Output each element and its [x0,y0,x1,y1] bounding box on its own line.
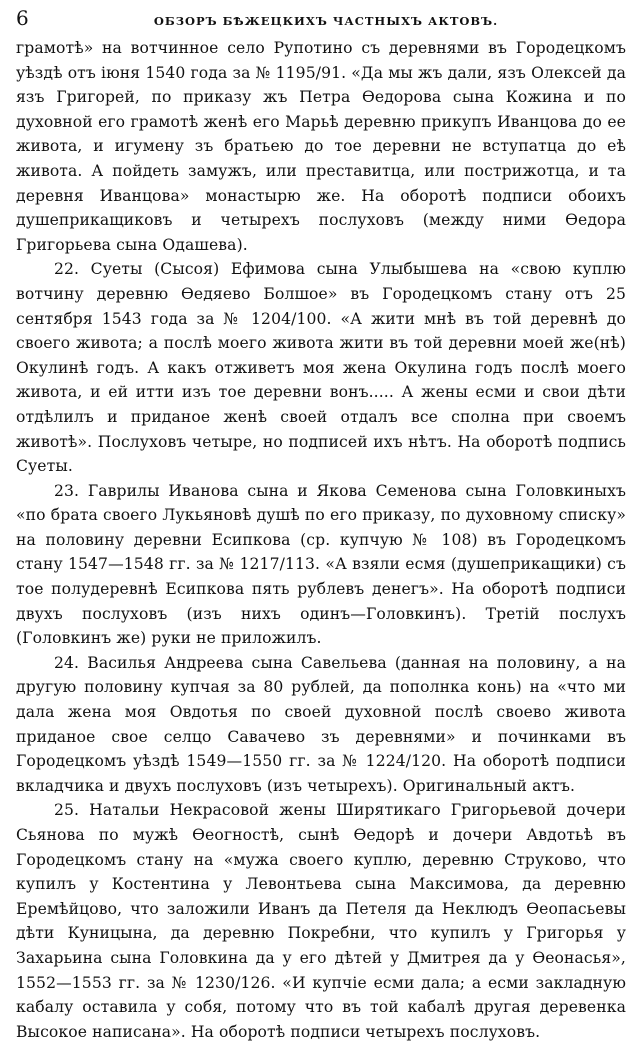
running-title: ОБЗОРЪ БѢЖЕЦКИХЪ ЧАСТНЫХЪ АКТОВЪ. [153,14,499,28]
entry-24: 24. Василья Андреева сына Савельева (данная на половину, а на другую половину купчая за 80 рублей, да пополнка конь) на «что ми дала жена моя Овдотья по своей духовной послѣ своево живота приданое свое селцо Савачево зъ деревнями» и починками въ Городецкомъ уѣздѣ 1549—1550 гг. за № 1224/120. На оборотѣ подписи вкладчика и двухъ послуховъ (изъ четырехъ). Оригинальный актъ. [16,653,626,795]
page-header [16,6,626,36]
page-number: 6 [16,6,29,30]
entry-23: 23. Гаврилы Иванова сына и Якова Семенова сына Головкиныхъ «по брата своего Лукьяновѣ душѣ по его приказу, по духовному списку» на половину деревни Есипкова (ср. купчую № 108) въ Городецкомъ стану 1547—1548 гг. за № 1217/113. «А взяли есмя (душеприкащики) съ тое полудеревнѣ Есипкова пять рублевъ денегъ». На оборотѣ подписи двухъ послуховъ (изъ нихъ одинъ—Головкинъ). Третій послухъ (Головкинъ же) руки не приложилъ. [16,481,626,648]
paragraph-continuation: грамотѣ» на вотчинное село Рупотино съ деревнями въ Городецкомъ уѣздѣ отъ іюня 1540 года за № 1195/91. «Да мы жъ дали, язъ Олексей да язъ Григорей, по приказу жъ Петра Ѳедорова сына Кожина и по духовной его грамотѣ женѣ его Марьѣ деревню прикупъ Иванцова до ее живота, и игумену зъ братьею до тое деревни не вступатца до еѣ живота. А пойдеть замужъ, или преставитца, или пострижотца, и та деревня Иванцова» монастырю же. На оборотѣ подписи обоихъ душеприкащиковъ и четырехъ послуховъ (между ними Ѳедора Григорьева сына Одашева). [16,39,626,254]
body-text [16,36,626,1044]
entry-25: 25. Натальи Некрасовой жены Ширятикаго Григорьевой дочери Сьянова по мужѣ Ѳеогностѣ, сынѣ Ѳедорѣ и дочери Авдотьѣ въ Городецкомъ стану на «мужа своего куплю, деревню Струково, что купилъ у Костентина у Левонтьева сына Максимова, да деревню Еремѣйцово, что заложили Иванъ да Петеля да Неклюдъ Ѳеопасьевы дѣти Куницына, да деревню Покребни, что купилъ у Григорья у Захарьина сына Головкина да у его дѣтей у Дмитрея да у Ѳеонасья», 1552—1553 гг. за № 1230/126. «И купчіе есми дала; а есми закладную кабалу оставила у собя, потому что въ той кабалѣ другая деревенка Высокое написана». На оборотѣ подписи четырехъ послуховъ. [16,801,626,1041]
entry-22: 22. Суеты (Сысоя) Ефимова сына Улыбышева на «свою куплю вотчину деревню Ѳедяево Болшое» въ Городецкомъ стану отъ 25 сентября 1543 года за № 1204/100. «А жити мнѣ въ той деревнѣ до своего живота; а послѣ моего живота жити въ той деревни моей же(нѣ) Окулинѣ годъ. А какъ отживетъ моя жена Окулина годъ послѣ моего живота, и ей итти изъ тое деревни вонъ..... А жены есми и свои дѣти отдѣлилъ и приданое женѣ своей отдалъ все сполна при своемъ животѣ». Послуховъ четыре, но подписей ихъ нѣтъ. На оборотѣ подпись Суеты. [16,260,626,476]
